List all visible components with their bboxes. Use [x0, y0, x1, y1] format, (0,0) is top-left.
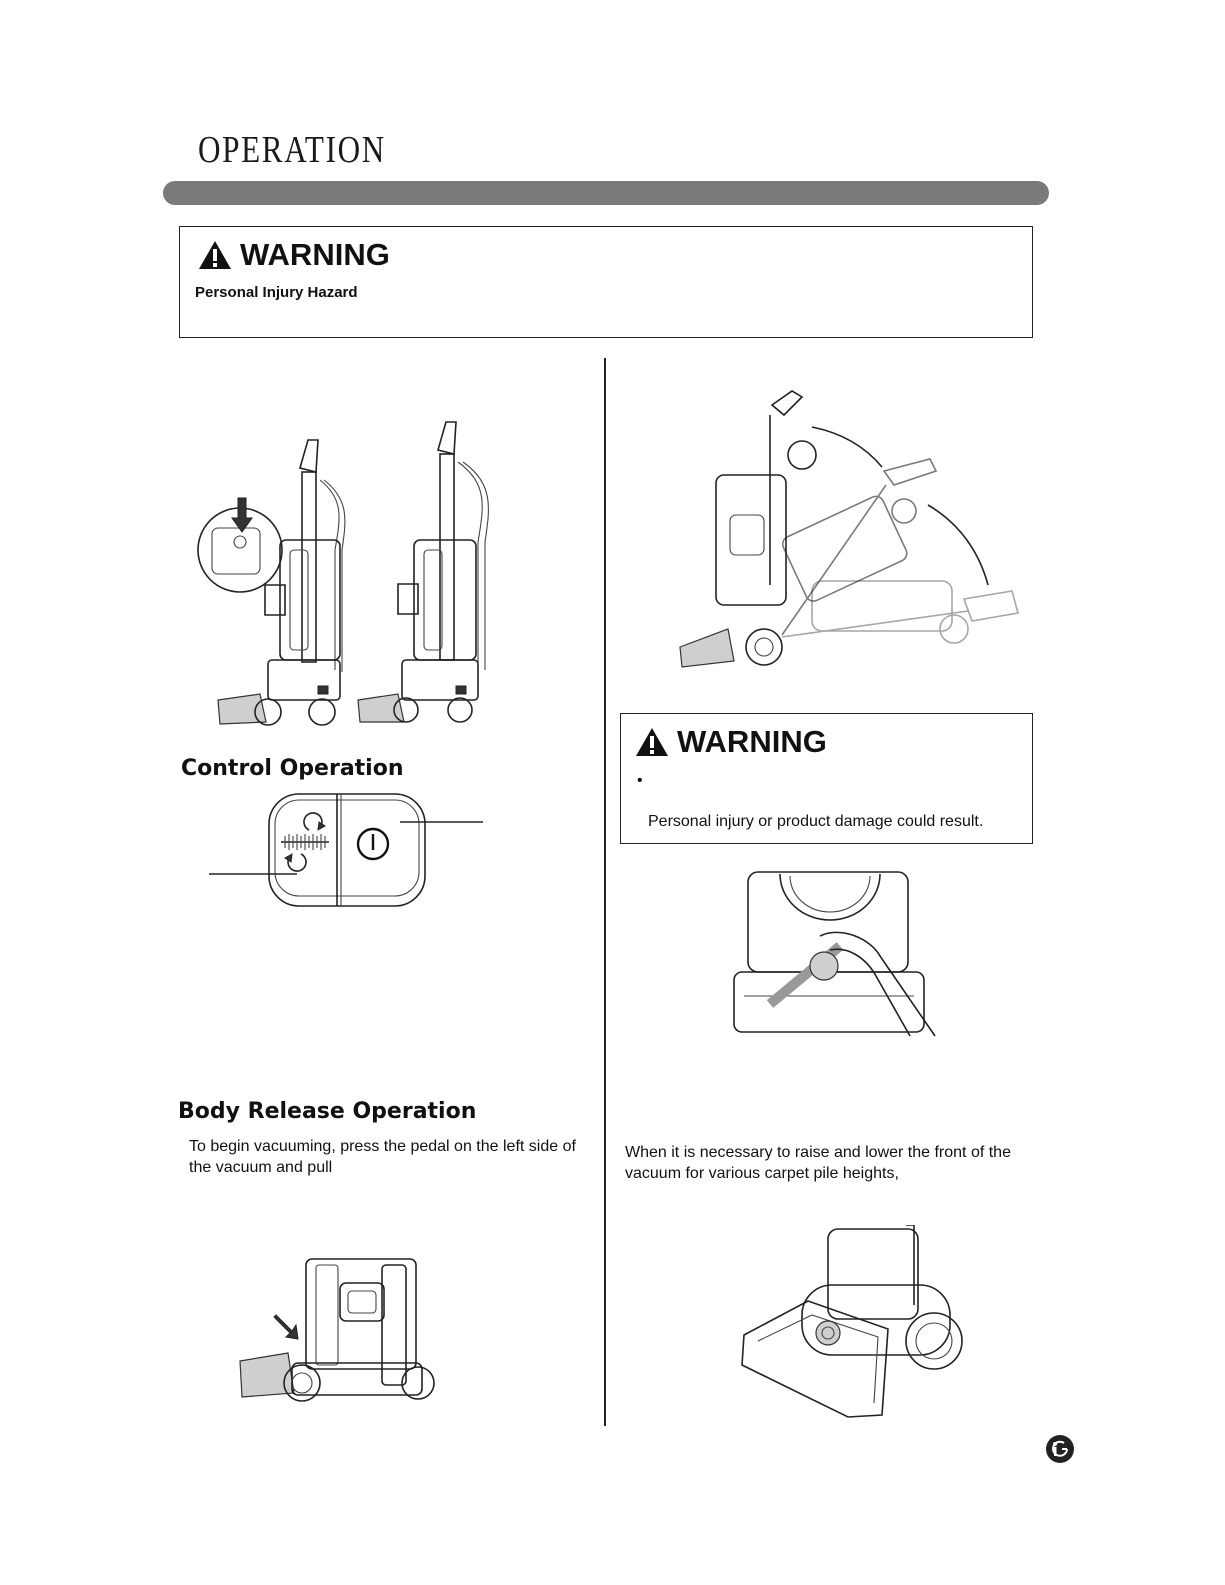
nozzle-height-text: When it is necessary to raise and lower the front of the vacuum for various carpet pile heights, [625, 1144, 1011, 1182]
brush-button-press-illustration [730, 866, 940, 1041]
column-divider [604, 358, 606, 1426]
warning-triangle-icon [198, 240, 232, 270]
reclining-vacuum-illustration [672, 385, 1032, 670]
top-warning-box [179, 226, 1033, 338]
page-title: OPERATION [198, 129, 386, 171]
body-release-heading: Body Release Operation [178, 1099, 477, 1124]
power-icon[interactable] [358, 829, 388, 859]
top-warning-subheading: Personal Injury Hazard [195, 284, 358, 301]
warning-triangle-icon [635, 727, 669, 757]
right-warning-text: Personal injury or product damage could result. [648, 813, 984, 830]
control-operation-heading: Control Operation [181, 756, 404, 781]
right-warning-heading-row [635, 724, 827, 760]
upright-vacuum-illustration [190, 410, 520, 740]
right-warning-bullet: • [637, 772, 643, 789]
body-release-pedal-illustration [232, 1255, 442, 1415]
nozzle-height-knob-illustration [738, 1225, 978, 1420]
top-warning-heading-row [198, 237, 390, 273]
control-panel-illustration [205, 790, 490, 910]
top-warning-heading: WARNING [240, 237, 390, 272]
right-warning-box [620, 713, 1033, 844]
right-warning-heading: WARNING [677, 724, 827, 759]
lg-logo-icon [1045, 1434, 1075, 1464]
header-bar [163, 181, 1049, 205]
body-release-text: To begin vacuuming, press the pedal on the left side of the vacuum and pull [189, 1138, 576, 1176]
brush-rotation-icon[interactable] [281, 813, 329, 871]
